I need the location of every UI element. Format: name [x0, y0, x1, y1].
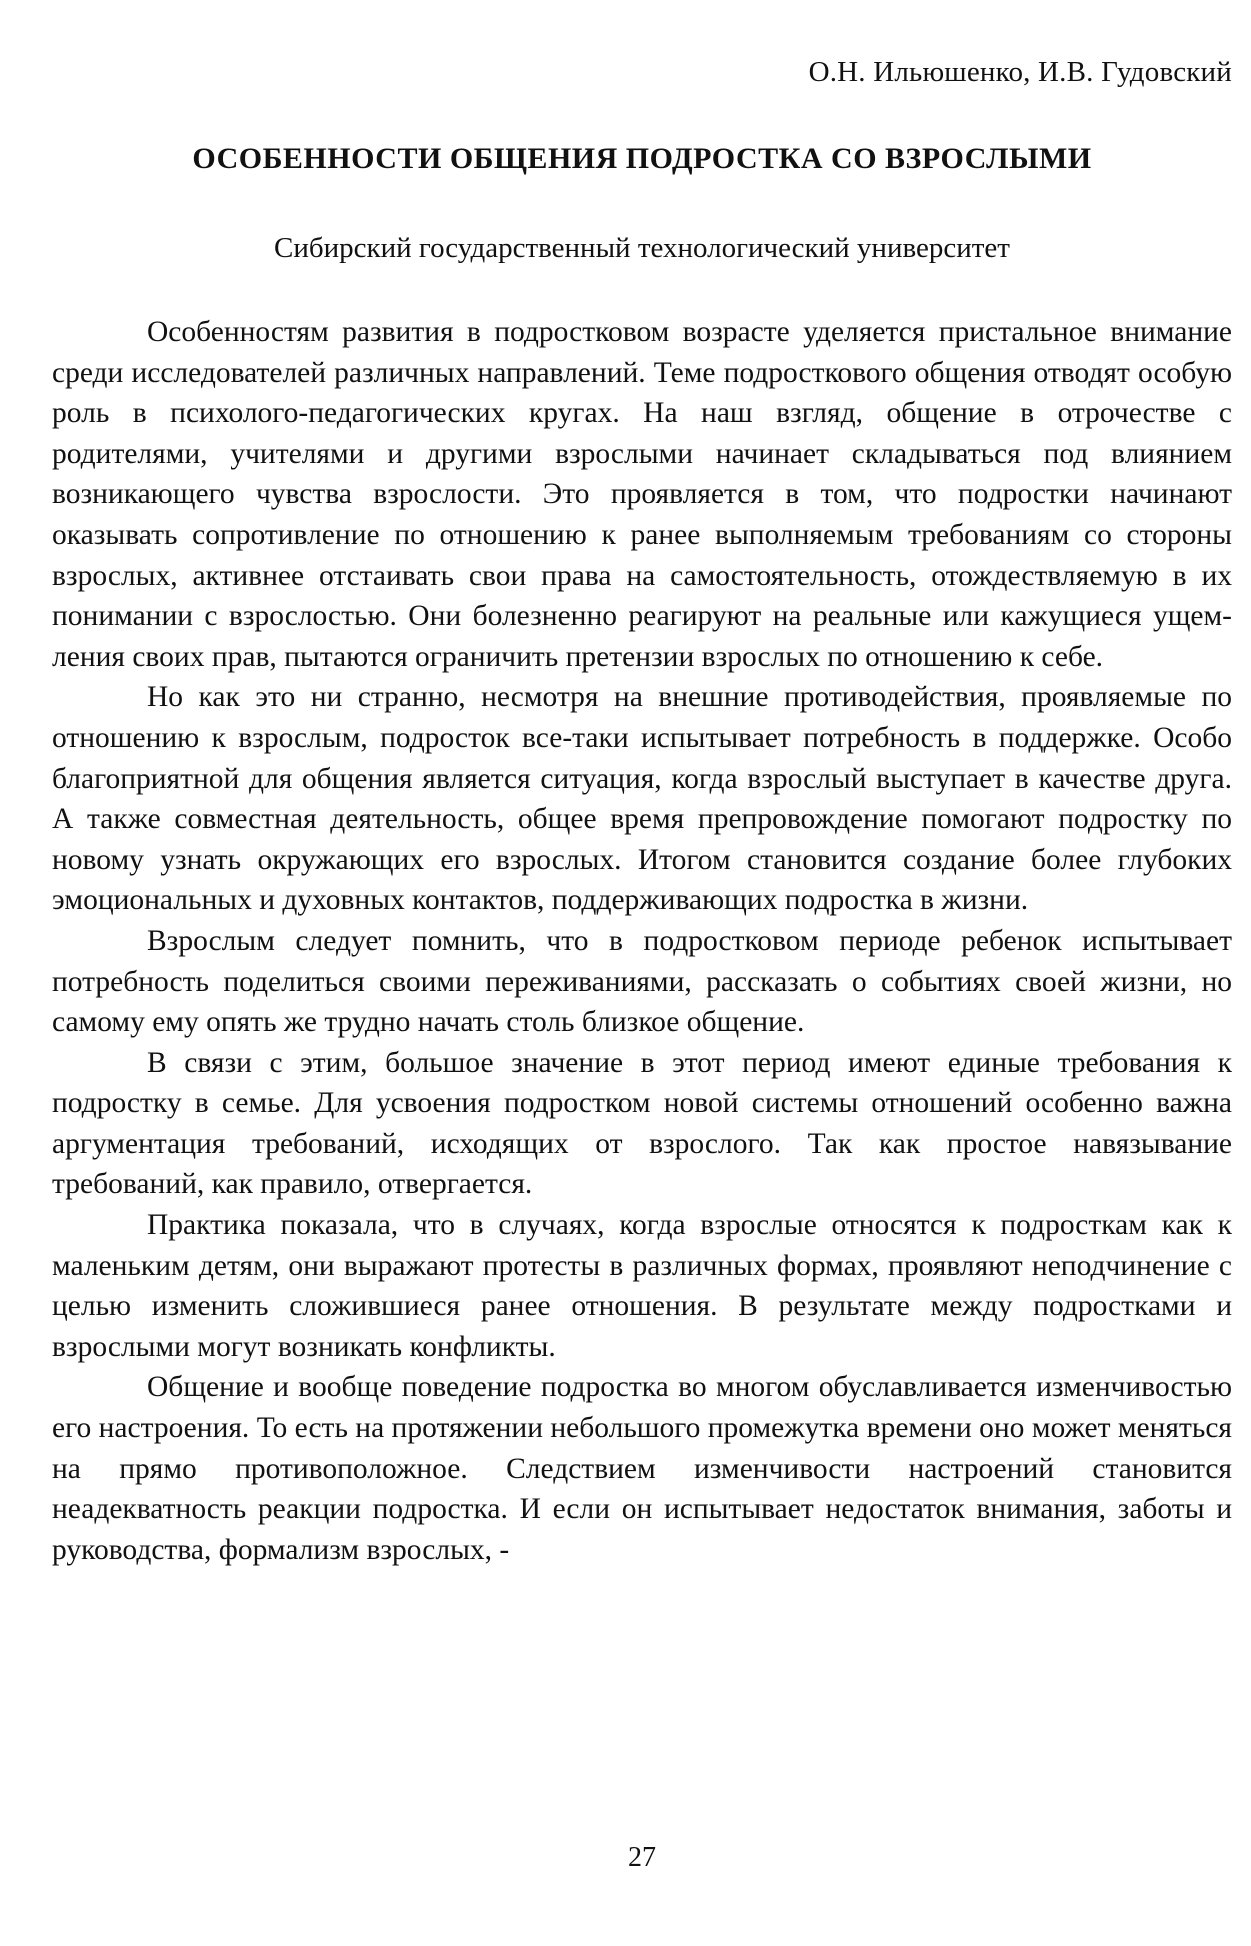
paragraph: Но как это ни странно, несмотря на внешние противодействия, проявляемые по отношению к взрослым, подросток все-таки испытывает потребность в поддержке. Особо благоприятной для общения является ситуация, когда взрослый выступает в качестве друга. А также совместная деятельность, общее время препровождение помогают подростку по новому узнать окружающих его взрослых. Итогом становится создание более глубоких эмоциональных и духовных контактов, поддерживающих подростка в жизни. — [52, 681, 1232, 917]
article-title: ОСОБЕННОСТИ ОБЩЕНИЯ ПОДРОСТКА СО ВЗРОСЛЫМИ — [192, 142, 1092, 175]
paragraph: Практика показала, что в случаях, когда взрослые относятся к подросткам как к маленьким детям, они выражают протесты в различных формах, проявляют неподчинение с целью изменить сложившиеся ранее отношения. В результате между подростками и взрослыми могут возникать конфликты. — [52, 1209, 1232, 1363]
affiliation: Сибирский государственный технологический университет — [274, 232, 1010, 264]
document-page — [52, 0, 1232, 1946]
paragraph: Взрослым следует помнить, что в подростковом периоде ребенок испытывает потребность поделиться своими переживаниями, рассказать о событиях своей жизни, но самому ему опять же трудно начать столь близкое общение. — [52, 924, 1232, 1039]
paragraph: В связи с этим, большое значение в этот период имеют единые требования к подростку в семье. Для усвоения подростком новой системы отношений особенно важна аргументация требований, исходящих от взрослого. Так как простое навязывание требований, как правило, отвергается. — [52, 1046, 1232, 1201]
page-number: 27 — [628, 1842, 656, 1873]
paragraph: Общение и вообще поведение подростка во многом обуславливается изменчивостью его настроения. То есть на протяжении небольшого промежутка времени оно может меняться на прямо противоположное. Следствием изменчивости настроений становится неадекватность реакции подростка. И если он испытывает недостаток внимания, заботы и руководства, формализм взрослых, - — [52, 1371, 1232, 1566]
authors-line: О.Н. Ильюшенко, И.В. Гудовский — [808, 56, 1232, 88]
article-body — [52, 312, 1232, 1570]
paragraph: Особенностям развития в подростковом возрасте уделяется пристальное внимание среди исследователей различных направлений. Теме подросткового общения отводят особую роль в психолого-педагогических кругах. На наш взгляд, общение в отрочестве с родителями, учителями и другими взрослыми начинает складываться под влиянием возникающего чувства взрослости. Это проявляется в том, что подростки начинают оказывать сопротивление по отношению к ранее выполняемым требованиям со стороны взрослых, активнее отстаивать свои права на самостоятельность, отождествляемую в их понимании с взрослостью. Они болезненно реагируют на реальные или кажущиеся ущемления своих прав, пытаются ограничить претензии взрослых по отношению к себе. — [52, 316, 1232, 673]
